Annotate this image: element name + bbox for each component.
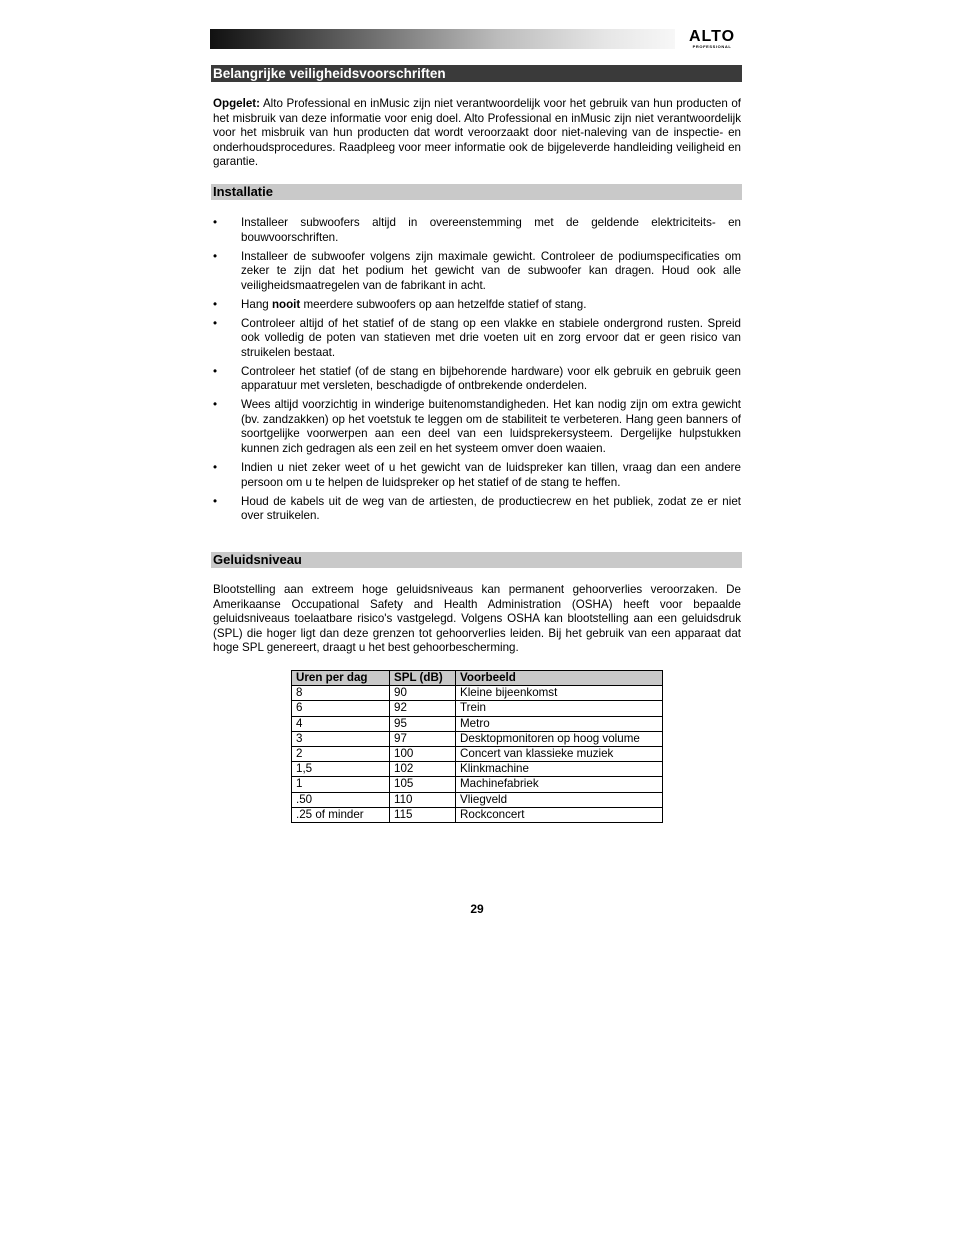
cell-spl: 90 <box>390 686 456 701</box>
list-item <box>213 317 741 361</box>
bullet: • <box>213 398 218 412</box>
cell-spl: 92 <box>390 701 456 716</box>
header-example: Voorbeeld <box>456 671 663 686</box>
cell-example: Vliegveld <box>456 792 663 807</box>
logo-subtitle: PROFESSIONAL <box>692 44 732 49</box>
bullet: • <box>213 364 218 378</box>
section-title-installation: Installatie <box>211 184 742 200</box>
list-item <box>213 250 741 294</box>
list-item-text: Controleer altijd of het statief of de stang op een vlakke en stabiele ondergrond rusten. Spreid ook volledig de poten van statieven met drie voeten uit en zorg ervoor dat er geen risico van struikelen bestaat. <box>241 316 741 359</box>
table-row <box>292 807 663 822</box>
page-number: 29 <box>470 902 484 916</box>
cell-spl: 97 <box>390 731 456 746</box>
logo-word: ALTO <box>688 28 736 45</box>
table-row <box>292 731 663 746</box>
cell-spl: 95 <box>390 716 456 731</box>
header-hours: Uren per dag <box>292 671 390 686</box>
cell-spl: 105 <box>390 777 456 792</box>
list-item-text: Wees altijd voorzichtig in winderige buitenomstandigheden. Het kan nodig zijn om extra gewicht (bv. zandzakken) op het voetstuk te leggen om de stabiliteit te verbeteren. Hang geen banners of soortgelijke voorwerpen aan een deel van een luidsprekersysteem. Dergelijke hulpstukken kunnen zich gedragen als een zeil en het systeem omver doen waaien. <box>241 398 741 455</box>
bullet: • <box>213 297 218 311</box>
cell-example: Trein <box>456 701 663 716</box>
cell-spl: 100 <box>390 747 456 762</box>
bullet: • <box>213 249 218 263</box>
cell-hours: 1,5 <box>292 762 390 777</box>
table-row <box>292 716 663 731</box>
cell-example: Concert van klassieke muziek <box>456 747 663 762</box>
cell-spl: 110 <box>390 792 456 807</box>
list-item-text: meerdere subwoofers op aan hetzelfde statief of stang. <box>300 297 587 311</box>
list-item <box>213 495 741 524</box>
bullet: • <box>213 494 218 508</box>
list-item <box>213 461 741 490</box>
list-item <box>213 216 741 245</box>
safety-text: Alto Professional en inMusic zijn niet verantwoordelijk voor het gebruik van hun producten of het misbruik van deze informatie voor enig doel. Alto Professional en inMusic zijn niet verantwoordelijk voor het misbruik van hun producten dat wordt veroorzaakt door niet-naleving van de inspectie- en onderhoudsprocedures. Raadpleeg voor meer informatie ook de bijgeleverde handleiding veiligheid en garantie. <box>213 97 741 168</box>
cell-hours: 8 <box>292 686 390 701</box>
table-row <box>292 777 663 792</box>
safety-lead: Opgelet: <box>213 97 261 110</box>
cell-hours: 2 <box>292 747 390 762</box>
list-item-text: Hang <box>241 297 272 311</box>
list-item <box>213 365 741 394</box>
list-item-text: Indien u niet zeker weet of u het gewicht van de luidspreker kan tillen, vraag dan een andere persoon om u te helpen de luidspreker op het statief of de stang te heffen. <box>241 461 741 489</box>
bullet: • <box>213 216 218 229</box>
cell-example: Rockconcert <box>456 807 663 822</box>
cell-hours: .25 of minder <box>292 807 390 822</box>
list-item-text: Installeer de subwoofer volgens zijn maximale gewicht. Controleer de podiumspecificaties om zeker te zijn dat het podium het gewicht van de subwoofer kan dragen. Houd ook alle veiligheidsmaatregelen van de fabrikant in acht. <box>241 249 741 292</box>
table-row <box>292 747 663 762</box>
cell-example: Klinkmachine <box>456 762 663 777</box>
header-gradient-bar <box>210 29 675 49</box>
cell-hours: .50 <box>292 792 390 807</box>
bullet: • <box>213 461 218 475</box>
safety-paragraph <box>213 97 741 170</box>
table-row <box>292 762 663 777</box>
spl-table <box>291 670 663 823</box>
header-spl: SPL (dB) <box>390 671 456 686</box>
list-item <box>213 398 741 456</box>
emphasis-never: nooit <box>271 297 301 311</box>
table-row <box>292 701 663 716</box>
list-item-text: Controleer het statief (of de stang en bijbehorende hardware) voor elk gebruik en gebruik geen apparatuur met versleten, beschadigde of ontbrekende onderdelen. <box>241 364 741 393</box>
bullet: • <box>213 316 218 330</box>
cell-example: Desktopmonitoren op hoog volume <box>456 731 663 746</box>
cell-example: Kleine bijeenkomst <box>456 686 663 701</box>
installation-list <box>213 216 741 528</box>
cell-spl: 115 <box>390 807 456 822</box>
cell-hours: 6 <box>292 701 390 716</box>
cell-hours: 4 <box>292 716 390 731</box>
table-header-row <box>292 671 663 686</box>
table-row <box>292 686 663 701</box>
table-row <box>292 792 663 807</box>
sound-paragraph: Blootstelling aan extreem hoge geluidsniveaus kan permanent gehoorverlies veroorzaken. De Amerikaanse Occupational Safety and Health Administration (OSHA) heeft voor bepaalde geluidsniveaus toelaatbare risico's vastgelegd. Volgens OSHA kan blootstelling aan een geluidsdruk (SPL) die hoger ligt dan deze grenzen tot gehoorverlies leiden. Bij het gebruik van een apparaat dat hoge SPL genereert, draagt u het best gehoorbescherming. <box>213 583 741 654</box>
cell-hours: 3 <box>292 731 390 746</box>
list-item-text: Installeer subwoofers altijd in overeenstemming met de geldende elektriciteits- en bouwvoorschriften. <box>241 216 741 244</box>
cell-hours: 1 <box>292 777 390 792</box>
section-title-safety: Belangrijke veiligheidsvoorschriften <box>211 65 742 82</box>
list-item-text: Houd de kabels uit de weg van de artiesten, de productiecrew en het publiek, zodat ze er niet over struikelen. <box>241 494 741 523</box>
alto-logo <box>682 29 742 49</box>
cell-example: Machinefabriek <box>456 777 663 792</box>
section-title-sound: Geluidsniveau <box>211 552 742 568</box>
cell-spl: 102 <box>390 762 456 777</box>
cell-example: Metro <box>456 716 663 731</box>
list-item <box>213 298 741 313</box>
